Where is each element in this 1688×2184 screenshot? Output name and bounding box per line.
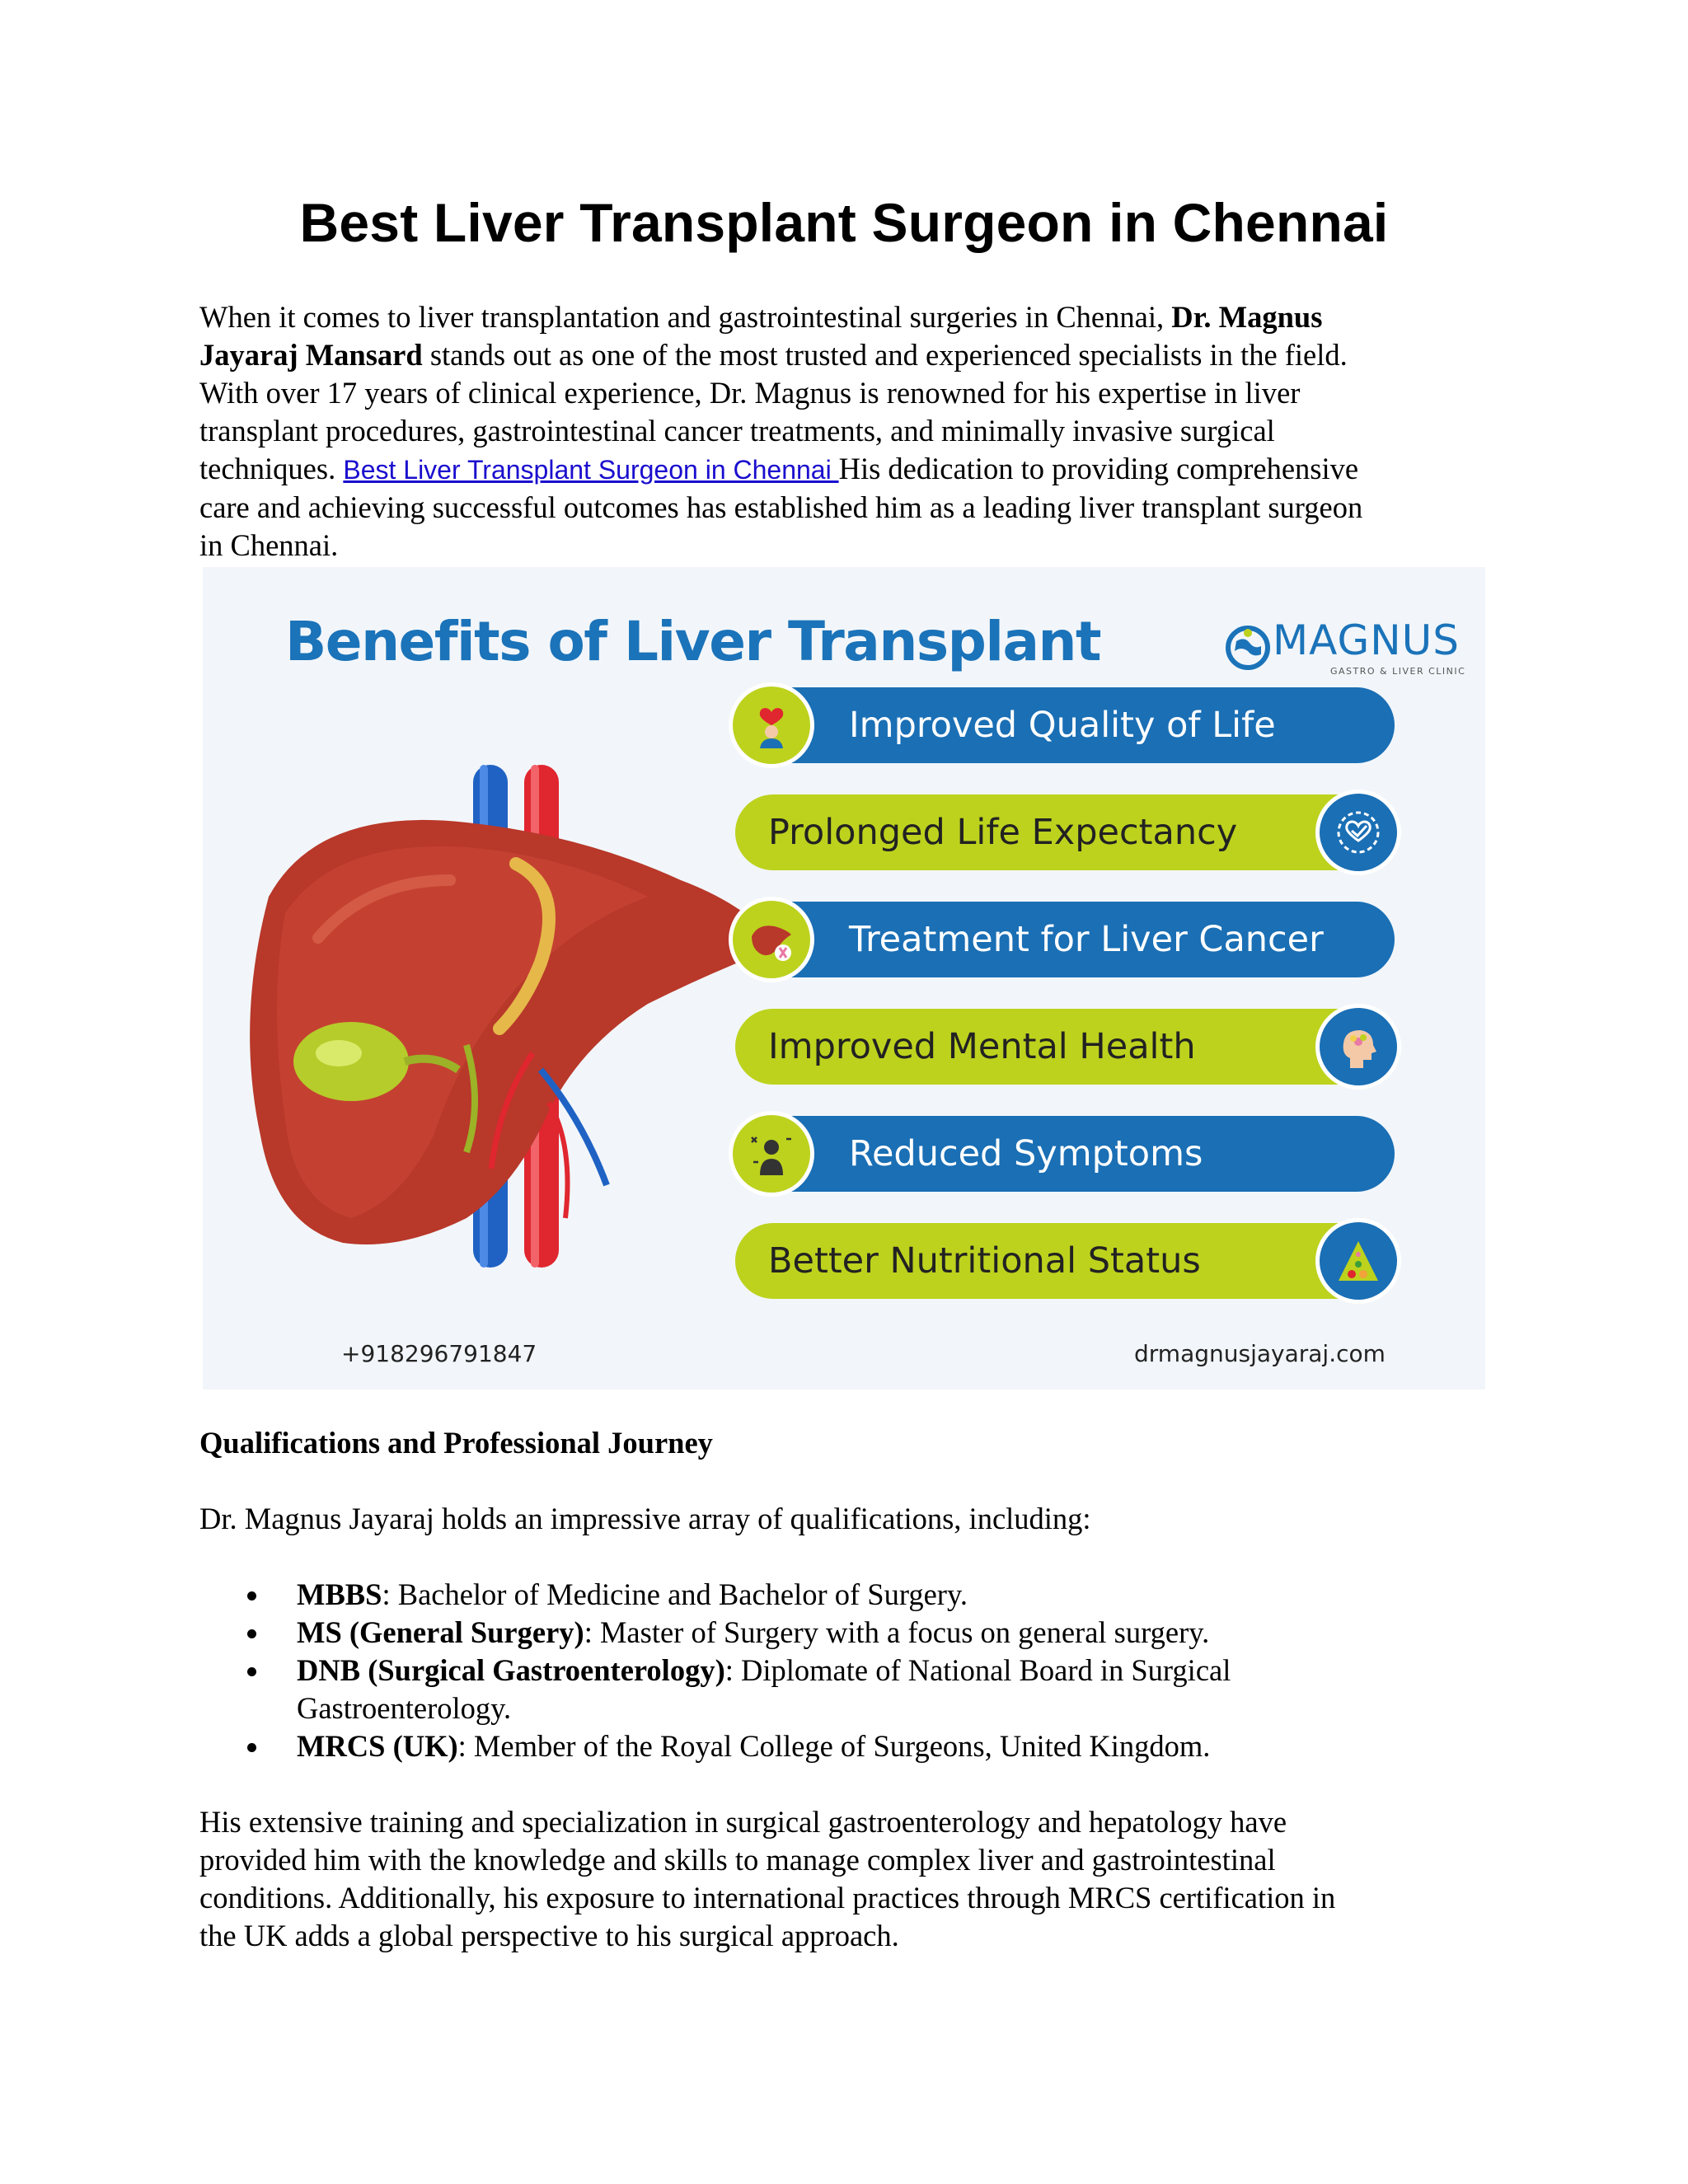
intro-line-1: When it comes to liver transplantation and gastrointestinal surgeries in Chennai, Dr. Magnus <box>199 300 1323 334</box>
page-title: Best Liver Transplant Surgeon in Chennai <box>299 192 1389 253</box>
qualifications-heading: Qualifications and Professional Journey <box>199 1426 713 1460</box>
magnus-logo <box>1225 616 1466 684</box>
intro-line-2: Jayaraj Mansard stands out as one of the most trusted and experienced specialists in the field. <box>199 338 1348 372</box>
person-symptoms-icon <box>747 1129 796 1179</box>
benefit-label: Better Nutritional Status <box>768 1240 1201 1282</box>
logo-subtitle: GASTRO & LIVER CLINIC <box>1330 666 1466 677</box>
benefit-life-expectancy <box>735 794 1395 870</box>
intro-line-5: techniques. Best Liver Transplant Surgeon in Chennai His dedication to providing comprehensive <box>199 452 1359 485</box>
doctor-name-cont: Jayaraj Mansard <box>199 338 423 372</box>
intro-paragraph <box>199 298 1485 565</box>
infographic-title: Benefits of Liver Transplant <box>285 610 1101 673</box>
list-item: DNB (Surgical Gastroenterology): Diplomate of National Board in Surgical Gastroenterology. <box>199 1652 1485 1727</box>
logo-name: MAGNUS <box>1273 616 1460 664</box>
benefit-label: Improved Mental Health <box>768 1026 1196 1067</box>
benefits-infographic <box>203 567 1485 1390</box>
benefit-mental-health <box>735 1009 1395 1085</box>
intro-line-6: care and achieving successful outcomes has established him as a leading liver transplant surgeon <box>199 490 1363 524</box>
qualifications-list <box>199 1576 1485 1765</box>
bullet-icon <box>247 1743 256 1752</box>
head-flower-icon <box>1334 1022 1383 1071</box>
qualifications-intro: Dr. Magnus Jayaraj holds an impressive array of qualifications, including: <box>199 1502 1091 1535</box>
benefit-liver-cancer <box>735 902 1395 977</box>
food-pyramid-icon <box>1334 1236 1383 1286</box>
contact-website: drmagnusjayaraj.com <box>1134 1340 1386 1367</box>
bullet-icon <box>247 1629 256 1638</box>
heart-check-icon <box>1334 808 1383 857</box>
intro-line-7: in Chennai. <box>199 528 339 562</box>
benefit-label: Improved Quality of Life <box>849 705 1276 746</box>
intro-line-3: With over 17 years of clinical experience, Dr. Magnus is renowned for his expertise in liver <box>199 376 1301 410</box>
benefit-label: Prolonged Life Expectancy <box>768 812 1238 853</box>
closing-paragraph: His extensive training and specialization in surgical gastroenterology and hepatology have provided him with the knowledge and skills to manage complex liver and gastrointestinal conditions. Additionally, his exposure to international practices through MRCS certification in the UK adds a global perspective to his surgical approach. <box>199 1805 1336 1952</box>
bullet-icon <box>247 1667 256 1676</box>
benefit-label: Treatment for Liver Cancer <box>849 919 1324 960</box>
surgeon-link[interactable]: Best Liver Transplant Surgeon in Chennai <box>343 455 839 485</box>
list-item: MS (General Surgery): Master of Surgery with a focus on general surgery. <box>199 1614 1485 1652</box>
globe-logo-icon <box>1225 625 1271 671</box>
bullet-icon <box>247 1591 256 1601</box>
benefit-quality-of-life <box>735 687 1395 763</box>
liver-ribbon-icon <box>747 915 796 964</box>
list-item: MBBS: Bachelor of Medicine and Bachelor of Surgery. <box>199 1576 1485 1614</box>
liver-illustration <box>219 757 796 1284</box>
doctor-name: Dr. Magnus <box>1171 300 1323 334</box>
person-heart-icon <box>747 701 796 750</box>
benefit-nutritional-status <box>735 1223 1395 1299</box>
intro-line-4: transplant procedures, gastrointestinal cancer treatments, and minimally invasive surgical <box>199 414 1275 448</box>
benefit-reduced-symptoms <box>735 1116 1395 1192</box>
benefit-label: Reduced Symptoms <box>849 1133 1203 1174</box>
list-item: MRCS (UK): Member of the Royal College of Surgeons, United Kingdom. <box>199 1727 1485 1765</box>
contact-phone: +918296791847 <box>341 1340 537 1367</box>
